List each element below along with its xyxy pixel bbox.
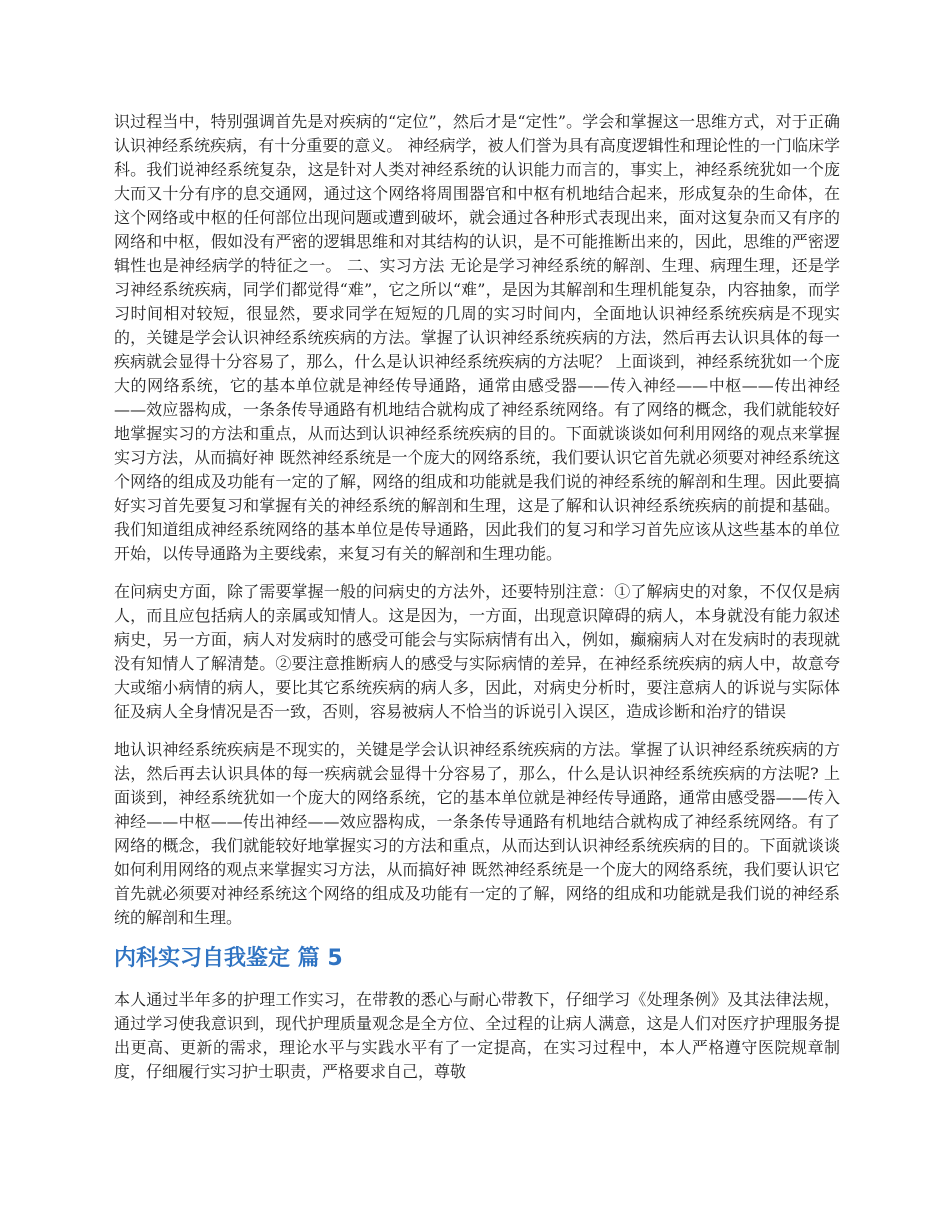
paragraph-3: 地认识神经系统疾病是不现实的，关键是学会认识神经系统疾病的方法。掌握了认识神经系统疾病的方法，然后再去认识具体的每一疾病就会显得十分容易了，那么，什么是认识神经系统疾病的方法呢? 上面谈到，神经系统犹如一个庞大的网络系统，它的基本单位就是神经传导通路，通常由感受器——传入神经——中枢——传出神经——效应器构成，一条条传导通路有机地结合就构成了神经系统网络。有了网络的概念，我们就能较好地掌握实习的方法和重点，从而达到认识神经系统疾病的目的。下面就谈谈如何利用网络的观点来掌握实习方法，从而搞好神 既然神经系统是一个庞大的网络系统，我们要认识它首先就必须要对神经系统这个网络的组成及功能有一定的了解，网络的组成和功能就是我们说的神经系统的解剖和生理。 xyxy=(114,740,840,927)
paragraph-2: 在问病史方面，除了需要掌握一般的问病史的方法外，还要特别注意：①了解病史的对象，不仅仅是病人，而且应包括病人的亲属或知情人。这是因为，一方面，出现意识障碍的病人，本身就没有能力叙述病史，另一方面，病人对发病时的感受可能会与实际病情有出入，例如，癫痫病人对在发病时的表现就没有知情人了解清楚。②要注意推断病人的感受与实际病情的差异，在神经系统疾病的病人中，故意夸大或缩小病情的病人，要比其它系统疾病的病人多，因此，对病史分析时，要注意病人的诉说与实际体征及病人全身情况是否一致，否则，容易被病人不恰当的诉说引入误区，造成诊断和治疗的错误 xyxy=(114,582,840,721)
section-paragraph: 本人通过半年多的护理工作实习，在带教的悉心与耐心带教下，仔细学习《处理条例》及其法律法规，通过学习使我意识到，现代护理质量观念是全方位、全过程的让病人满意，这是人们对医疗护理服务提出更高、更新的需求，理论水平与实践水平有了一定提高，在实习过程中，本人严格遵守医院规章制度，仔细履行实习护士职责，严格要求自己，尊敬 xyxy=(114,990,840,1081)
document-page xyxy=(114,110,840,1098)
paragraph-1: 识过程当中，特别强调首先是对疾病的“定位”，然后才是“定性”。学会和掌握这一思维方式，对于正确认识神经系统疾病，有十分重要的意义。 神经病学，被人们誉为具有高度逻辑性和理论性的一门临床学科。我们说神经系统复杂，这是针对人类对神经系统的认识能力而言的，事实上，神经系统犹如一个庞大而又十分有序的息交通网，通过这个网络将周围器官和中枢有机地结合起来，形成复杂的生命体，在这个网络或中枢的任何部位出现问题或遭到破坏，就会通过各种形式表现出来，面对这复杂而又有序的网络和中枢，假如没有严密的逻辑思维和对其结构的认识，是不可能推断出来的，因此，思维的严密逻辑性也是神经病学的特征之一。 二、实习方法 无论是学习神经系统的解剖、生理、病理生理，还是学习神经系统疾病，同学们都觉得“难”，它之所以“难”，是因为其解剖和生理机能复杂，内容抽象，而学习时间相对较短，很显然，要求同学在短短的几周的实习时间内，全面地认识神经系统疾病是不现实的，关键是学会认识神经系统疾病的方法。掌握了认识神经系统疾病的方法，然后再去认识具体的每一疾病就会显得十分容易了，那么，什么是认识神经系统疾病的方法呢？ 上面谈到，神经系统犹如一个庞大的网络系统，它的基本单位就是神经传导通路，通常由感受器——传入神经——中枢——传出神经——效应器构成，一条条传导通路有机地结合就构成了神经系统网络。有了网络的概念，我们就能较好地掌握实习的方法和重点，从而达到认识神经系统疾病的目的。下面就谈谈如何利用网络的观点来掌握实习方法，从而搞好神 既然神经系统是一个庞大的网络系统，我们要认识它首先就必须要对神经系统这个网络的组成及功能有一定的了解，网络的组成和功能就是我们说的神经系统的解剖和生理。因此要搞好实习首先要复习和掌握有关的神经系统的解剖和生理，这是了解和认识神经系统疾病的前提和基础。我们知道组成神经系统网络的基本单位是传导通路，因此我们的复习和学习首先应该从这些基本的单位开始，以传导通路为主要线索，来复习有关的解剖和生理功能。 xyxy=(114,112,840,563)
section-heading: 内科实习自我鉴定 篇 5 xyxy=(114,946,343,971)
